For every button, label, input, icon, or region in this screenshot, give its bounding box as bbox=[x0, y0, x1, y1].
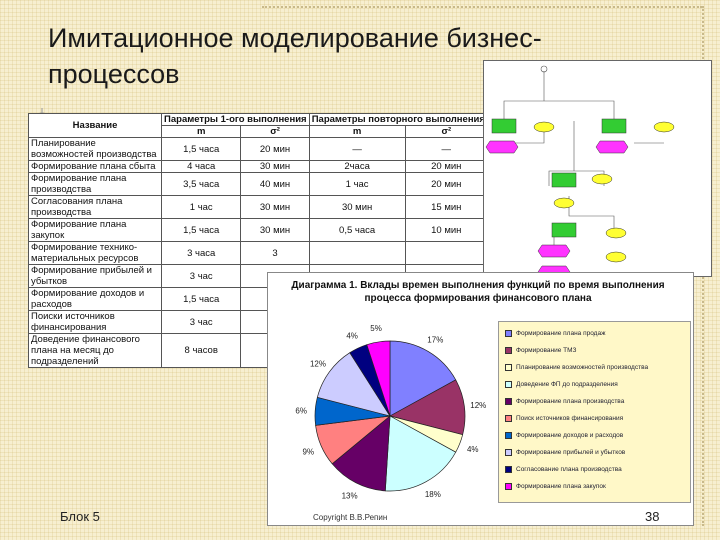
row-name: Поиски источников финансирования bbox=[29, 311, 162, 334]
legend-label: Формирование ТМЗ bbox=[516, 347, 577, 354]
row-sigma2: 15 мин bbox=[405, 196, 487, 219]
decorative-border-top bbox=[262, 6, 702, 18]
table-row bbox=[29, 138, 488, 161]
pie-slice-label: 18% bbox=[424, 489, 441, 499]
row-m1: 1 час bbox=[162, 196, 241, 219]
row-sigma1: 40 мин bbox=[241, 173, 309, 196]
legend-label: Доведение ФП до подразделения bbox=[516, 381, 618, 388]
table-row bbox=[29, 219, 488, 242]
legend-label: Формирование плана производства bbox=[516, 398, 625, 405]
legend-swatch bbox=[505, 364, 512, 371]
row-name: Формирование прибылей и убытков bbox=[29, 265, 162, 288]
legend-item bbox=[505, 396, 624, 407]
table-row bbox=[29, 173, 488, 196]
header-name: Название bbox=[29, 114, 162, 138]
header-repeat-run: Параметры повторного выполнения bbox=[309, 114, 487, 126]
row-m1: 1,5 часа bbox=[162, 219, 241, 242]
legend-item bbox=[505, 328, 605, 339]
row-name: Доведение финансового плана на месяц до подразделений bbox=[29, 334, 162, 368]
legend-item bbox=[505, 430, 623, 441]
legend-label: Формирование прибылей и убытков bbox=[516, 449, 626, 456]
page-number: 38 bbox=[645, 509, 660, 524]
legend-swatch bbox=[505, 415, 512, 422]
pie-chart-panel bbox=[267, 272, 694, 526]
table-header-row bbox=[29, 114, 488, 126]
legend-item bbox=[505, 447, 625, 458]
row-m1: 3 час bbox=[162, 265, 241, 288]
row-m2: — bbox=[309, 138, 405, 161]
pie-slice-label: 5% bbox=[370, 324, 382, 334]
footer-copyright: Copyright В.В.Репин bbox=[313, 513, 388, 522]
legend-swatch bbox=[505, 381, 512, 388]
pie-slice-label: 9% bbox=[302, 447, 315, 457]
title-line-2: процессов bbox=[48, 59, 180, 89]
pie-slice-label: 12% bbox=[309, 359, 327, 369]
row-sigma2: 20 мин bbox=[405, 173, 487, 196]
process-model-diagram bbox=[483, 60, 712, 277]
row-sigma1: 30 мин bbox=[241, 196, 309, 219]
pie-slice-label: 13% bbox=[341, 491, 358, 501]
table-row bbox=[29, 242, 488, 265]
title-line-1: Имитационное моделирование бизнес- bbox=[48, 23, 542, 53]
row-name: Согласования плана производства bbox=[29, 196, 162, 219]
pie-slice-label: 6% bbox=[295, 406, 307, 416]
row-m1: 4 часа bbox=[162, 161, 241, 173]
chart-legend bbox=[498, 321, 691, 503]
row-sigma1: 30 мин bbox=[241, 161, 309, 173]
legend-swatch bbox=[505, 347, 512, 354]
row-name: Формирование доходов и расходов bbox=[29, 288, 162, 311]
legend-swatch bbox=[505, 466, 512, 473]
row-m1: 8 часов bbox=[162, 334, 241, 368]
header-sigma1: σ² bbox=[241, 126, 309, 138]
header-m2: m bbox=[309, 126, 405, 138]
legend-swatch bbox=[505, 449, 512, 456]
row-m1: 1,5 часа bbox=[162, 288, 241, 311]
row-sigma1: 30 мин bbox=[241, 219, 309, 242]
row-m2 bbox=[309, 242, 405, 265]
row-name: Формирование технико-материальных ресурсов bbox=[29, 242, 162, 265]
legend-label: Формирование плана закупок bbox=[516, 483, 606, 490]
legend-swatch bbox=[505, 330, 512, 337]
legend-item bbox=[505, 464, 622, 475]
legend-item bbox=[505, 345, 576, 356]
row-m2: 2часа bbox=[309, 161, 405, 173]
row-sigma2: 10 мин bbox=[405, 219, 487, 242]
row-m2: 0,5 часа bbox=[309, 219, 405, 242]
legend-item bbox=[505, 362, 648, 373]
table-row bbox=[29, 196, 488, 219]
row-name: Формирование плана производства bbox=[29, 173, 162, 196]
row-sigma2: 20 мин bbox=[405, 161, 487, 173]
pie-slice-label: 12% bbox=[470, 400, 487, 410]
footer-block-label: Блок 5 bbox=[60, 509, 100, 524]
legend-item bbox=[505, 413, 623, 424]
row-sigma2 bbox=[405, 242, 487, 265]
row-sigma2: — bbox=[405, 138, 487, 161]
legend-label: Планирование возможностей производства bbox=[516, 364, 649, 371]
row-m1: 3 час bbox=[162, 311, 241, 334]
legend-label: Согласование плана производства bbox=[516, 466, 622, 473]
row-m1: 3 часа bbox=[162, 242, 241, 265]
pie-chart bbox=[268, 273, 498, 525]
row-name: Планирование возможностей производства bbox=[29, 138, 162, 161]
row-m2: 1 час bbox=[309, 173, 405, 196]
header-sigma2: σ² bbox=[405, 126, 487, 138]
row-m1: 3,5 часа bbox=[162, 173, 241, 196]
row-name: Формирование плана закупок bbox=[29, 219, 162, 242]
pie-slice-label: 4% bbox=[466, 444, 479, 454]
row-name: Формирование плана сбыта bbox=[29, 161, 162, 173]
header-first-run: Параметры 1-ого выполнения bbox=[162, 114, 310, 126]
row-m1: 1,5 часа bbox=[162, 138, 241, 161]
legend-item bbox=[505, 379, 618, 390]
legend-label: Формирование плана продаж bbox=[516, 330, 606, 337]
row-sigma1: 20 мин bbox=[241, 138, 309, 161]
chart-title: Диаграмма 1. Вклады времен выполнения функций по время выполнения процесса формирования финансового плана bbox=[291, 280, 665, 304]
header-m1: m bbox=[162, 126, 241, 138]
legend-swatch bbox=[505, 483, 512, 490]
table-row bbox=[29, 161, 488, 173]
legend-label: Формирование доходов и расходов bbox=[516, 432, 624, 439]
legend-swatch bbox=[505, 398, 512, 405]
legend-label: Поиск источников финансирования bbox=[516, 415, 624, 422]
legend-item bbox=[505, 481, 606, 492]
row-m2: 30 мин bbox=[309, 196, 405, 219]
legend-swatch bbox=[505, 432, 512, 439]
pie-slice-label: 4% bbox=[346, 331, 358, 341]
row-sigma1: 3 bbox=[241, 242, 309, 265]
pie-slice-label: 17% bbox=[427, 335, 444, 345]
